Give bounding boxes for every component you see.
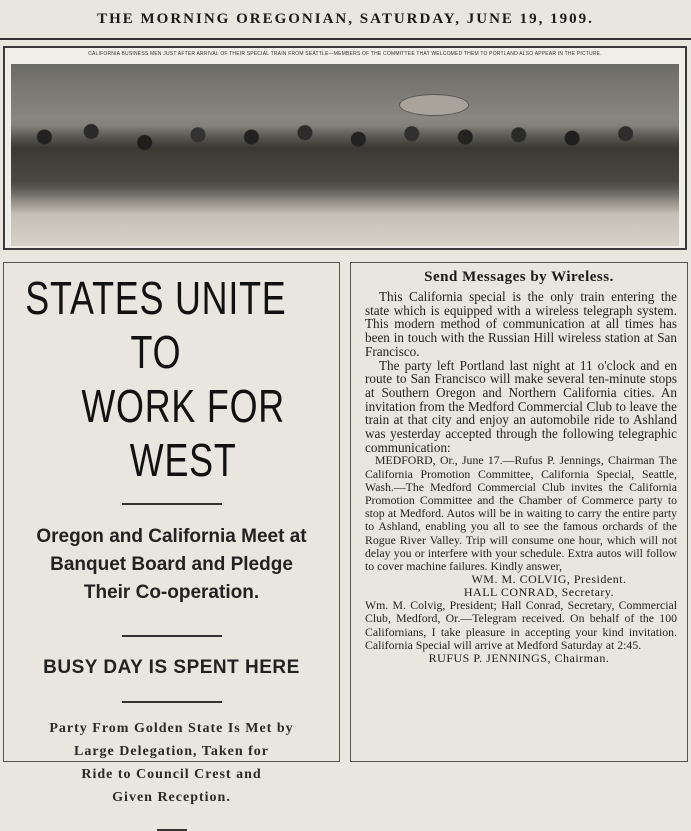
article-column: [350, 262, 688, 762]
headline-line-2: WORK FOR WEST: [81, 380, 285, 486]
main-headline: [25, 271, 302, 487]
small-deck-line-2: Large Delegation, Taken for: [74, 744, 269, 759]
masthead-text: THE MORNING OREGONIAN, SATURDAY, JUNE 19, 1909.: [97, 10, 594, 27]
headline-column: [3, 262, 340, 805]
deck-line-1: Oregon and California Meet at: [36, 526, 307, 547]
divider-rule: [122, 701, 222, 703]
article-body-reply: [351, 599, 687, 652]
signature-jennings: RUFUS P. JENNINGS, Chairman.: [428, 651, 610, 666]
small-deck-line-4: Given Reception.: [112, 790, 231, 805]
article-subtitle: Send Messages by Wireless.: [424, 269, 614, 285]
news-photo-block: [3, 46, 687, 250]
small-deck-line-1: Party From Golden State Is Met by: [49, 721, 294, 736]
headline-line-1: STATES UNITE TO: [25, 272, 287, 378]
paragraph-wireless: This California special is the only train entering the state which is equipped with a wireless telegraph system. This modern method of communication at all times has been in touch with the Russian Hill wireless station at San Francisco.: [365, 289, 677, 359]
small-deck-line-3: Ride to Council Crest and: [81, 767, 262, 782]
divider-rule: [122, 635, 222, 637]
telegram-invitation: MEDFORD, Or., June 17.—Rufus P. Jennings, Chairman The California Promotion Committee, California Special, Seattle, Wash.—The Medford Commercial Club invites the California Promotion Committee and the Chamber of Commerce party to stop at Medford. Autos will be in waiting to carry the entire party to Ashland, enabling you all to see the famous orchards of the Rogue River Valley. Trip will consume one hour, which will not delay you or interfere with your schedule. Extra autos will follow to cover machine failures. Kindly answer,: [365, 453, 677, 574]
crowd-figures: [11, 104, 679, 214]
deck-headline: [4, 523, 339, 607]
newspaper-masthead: [0, 0, 691, 40]
signature-conrad: HALL CONRAD, Secretary.: [463, 585, 615, 600]
article-body: [351, 290, 687, 573]
photo-caption: CALIFORNIA BUSINESS MEN JUST AFTER ARRIVAL OF THEIR SPECIAL TRAIN FROM SEATTLE—MEMBERS OF THE COMMITTEE THAT WELCOMED THEM TO PORTLAND ALSO APPEAR IN THE PICTURE.: [88, 51, 602, 57]
small-deck: [4, 717, 339, 809]
paragraph-itinerary: The party left Portland last night at 11 o'clock and en route to San Francisco will make several ten-minute stops at Southern Oregon and Northern California cities. An invitation from the Medford Commercial Club to leave the train at that city and enjoy an automobile ride to Ashland was yesterday accepted through the following telegraphic communication:: [365, 357, 677, 455]
crowd-photograph: [11, 64, 679, 246]
subheadline: BUSY DAY IS SPENT HERE: [43, 657, 300, 678]
deck-line-3: Their Co-operation.: [83, 582, 260, 603]
deck-line-2: Banquet Board and Pledge: [50, 554, 293, 575]
signature-colvig: WM. M. COLVIG, President.: [471, 572, 627, 587]
telegram-reply: Wm. M. Colvig, President; Hall Conrad, Secretary, Commercial Club, Medford, Or.—Telegram received. On behalf of the 100 Californians, I take pleasure in accepting your kind invitation. California Special will arrive at Medford Saturday at 2:45.: [365, 598, 677, 652]
divider-rule: [122, 503, 222, 505]
